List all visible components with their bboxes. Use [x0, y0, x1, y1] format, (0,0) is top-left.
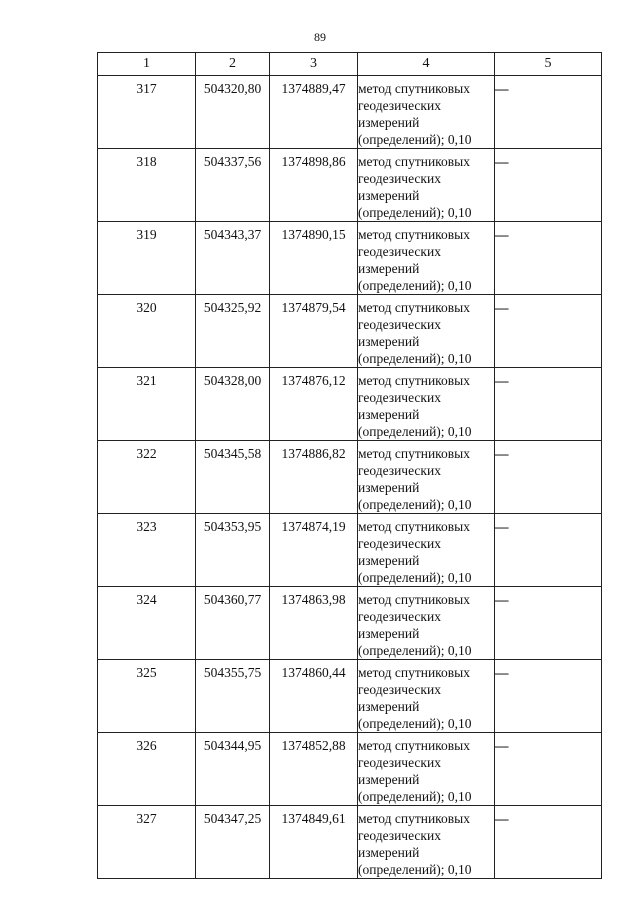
y-coordinate-cell: 1374852,88: [270, 733, 358, 806]
method-line: (определений); 0,10: [358, 132, 472, 147]
method-line: геодезических: [358, 682, 441, 697]
table-row: [98, 660, 602, 733]
y-coordinate-cell: 1374849,61: [270, 806, 358, 879]
method-line: измерений: [358, 553, 420, 568]
method-line: геодезических: [358, 463, 441, 478]
note-cell: —: [495, 441, 602, 514]
method-line: метод спутниковых: [358, 373, 470, 388]
column-header-5: 5: [495, 53, 602, 76]
table-row: [98, 295, 602, 368]
method-line: метод спутниковых: [358, 154, 470, 169]
method-cell: [358, 295, 495, 368]
method-cell: [358, 149, 495, 222]
note-cell: —: [495, 368, 602, 441]
table-row: [98, 514, 602, 587]
note-cell: —: [495, 76, 602, 149]
method-line: (определений); 0,10: [358, 643, 472, 658]
method-line: геодезических: [358, 98, 441, 113]
method-line: метод спутниковых: [358, 227, 470, 242]
coordinates-table: [97, 52, 602, 879]
table-row: [98, 222, 602, 295]
method-line: измерений: [358, 188, 420, 203]
x-coordinate-cell: 504360,77: [196, 587, 270, 660]
method-line: метод спутниковых: [358, 300, 470, 315]
method-line: геодезических: [358, 390, 441, 405]
method-line: измерений: [358, 334, 420, 349]
y-coordinate-cell: 1374889,47: [270, 76, 358, 149]
method-line: (определений); 0,10: [358, 278, 472, 293]
method-line: метод спутниковых: [358, 738, 470, 753]
table-row: [98, 587, 602, 660]
table-body: [98, 76, 602, 879]
y-coordinate-cell: 1374890,15: [270, 222, 358, 295]
x-coordinate-cell: 504353,95: [196, 514, 270, 587]
method-line: геодезических: [358, 828, 441, 843]
method-line: геодезических: [358, 244, 441, 259]
x-coordinate-cell: 504337,56: [196, 149, 270, 222]
method-line: измерений: [358, 772, 420, 787]
y-coordinate-cell: 1374886,82: [270, 441, 358, 514]
method-line: геодезических: [358, 609, 441, 624]
method-line: (определений); 0,10: [358, 716, 472, 731]
point-number-cell: 318: [98, 149, 196, 222]
method-line: метод спутниковых: [358, 519, 470, 534]
method-line: метод спутниковых: [358, 811, 470, 826]
table-row: [98, 149, 602, 222]
point-number-cell: 323: [98, 514, 196, 587]
note-cell: —: [495, 660, 602, 733]
note-cell: —: [495, 806, 602, 879]
note-cell: —: [495, 733, 602, 806]
method-cell: [358, 76, 495, 149]
x-coordinate-cell: 504347,25: [196, 806, 270, 879]
method-cell: [358, 660, 495, 733]
method-line: измерений: [358, 699, 420, 714]
method-line: измерений: [358, 845, 420, 860]
point-number-cell: 326: [98, 733, 196, 806]
method-line: метод спутниковых: [358, 81, 470, 96]
x-coordinate-cell: 504320,80: [196, 76, 270, 149]
y-coordinate-cell: 1374863,98: [270, 587, 358, 660]
method-line: измерений: [358, 261, 420, 276]
method-line: (определений); 0,10: [358, 424, 472, 439]
point-number-cell: 317: [98, 76, 196, 149]
method-line: метод спутниковых: [358, 592, 470, 607]
method-line: (определений); 0,10: [358, 570, 472, 585]
method-line: геодезических: [358, 317, 441, 332]
method-line: измерений: [358, 626, 420, 641]
method-line: измерений: [358, 115, 420, 130]
table-row: [98, 441, 602, 514]
method-line: геодезических: [358, 171, 441, 186]
method-line: геодезических: [358, 536, 441, 551]
x-coordinate-cell: 504344,95: [196, 733, 270, 806]
method-line: (определений); 0,10: [358, 205, 472, 220]
method-line: метод спутниковых: [358, 446, 470, 461]
x-coordinate-cell: 504328,00: [196, 368, 270, 441]
note-cell: —: [495, 514, 602, 587]
x-coordinate-cell: 504345,58: [196, 441, 270, 514]
note-cell: —: [495, 149, 602, 222]
method-line: (определений); 0,10: [358, 351, 472, 366]
y-coordinate-cell: 1374860,44: [270, 660, 358, 733]
note-cell: —: [495, 587, 602, 660]
note-cell: —: [495, 295, 602, 368]
method-line: геодезических: [358, 755, 441, 770]
y-coordinate-cell: 1374879,54: [270, 295, 358, 368]
method-line: (определений); 0,10: [358, 789, 472, 804]
page-number: 89: [314, 30, 326, 44]
y-coordinate-cell: 1374898,86: [270, 149, 358, 222]
point-number-cell: 327: [98, 806, 196, 879]
method-cell: [358, 733, 495, 806]
header-row: [98, 53, 602, 76]
point-number-cell: 324: [98, 587, 196, 660]
column-header-1: 1: [98, 53, 196, 76]
point-number-cell: 325: [98, 660, 196, 733]
column-header-3: 3: [270, 53, 358, 76]
column-header-2: 2: [196, 53, 270, 76]
x-coordinate-cell: 504325,92: [196, 295, 270, 368]
method-cell: [358, 222, 495, 295]
method-line: измерений: [358, 407, 420, 422]
method-line: (определений); 0,10: [358, 497, 472, 512]
note-cell: —: [495, 222, 602, 295]
method-cell: [358, 368, 495, 441]
method-line: (определений); 0,10: [358, 862, 472, 877]
method-cell: [358, 587, 495, 660]
y-coordinate-cell: 1374876,12: [270, 368, 358, 441]
point-number-cell: 322: [98, 441, 196, 514]
table-row: [98, 368, 602, 441]
method-cell: [358, 514, 495, 587]
x-coordinate-cell: 504355,75: [196, 660, 270, 733]
point-number-cell: 319: [98, 222, 196, 295]
method-line: метод спутниковых: [358, 665, 470, 680]
method-cell: [358, 441, 495, 514]
x-coordinate-cell: 504343,37: [196, 222, 270, 295]
method-line: измерений: [358, 480, 420, 495]
column-header-4: 4: [358, 53, 495, 76]
y-coordinate-cell: 1374874,19: [270, 514, 358, 587]
method-cell: [358, 806, 495, 879]
table-row: [98, 76, 602, 149]
table-row: [98, 733, 602, 806]
point-number-cell: 320: [98, 295, 196, 368]
point-number-cell: 321: [98, 368, 196, 441]
table-row: [98, 806, 602, 879]
